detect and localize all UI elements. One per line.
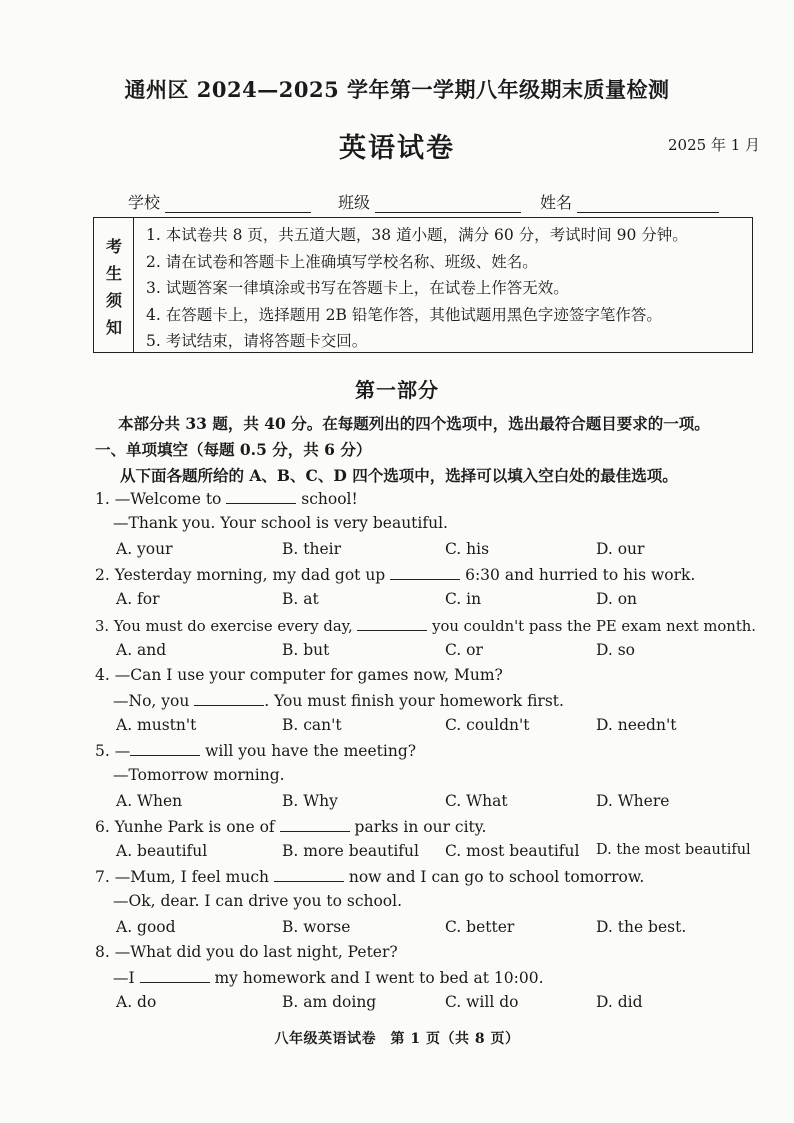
option-c[interactable]: C. couldn't — [445, 716, 530, 734]
option-c[interactable]: C. most beautiful — [445, 842, 580, 860]
option-c[interactable]: C. What — [445, 792, 508, 810]
question-stem: —Tomorrow morning. — [113, 766, 285, 784]
notice-side-char: 考 — [105, 237, 122, 256]
question-stem: 5. — will you have the meeting? — [95, 742, 417, 760]
option-c[interactable]: C. better — [445, 918, 515, 936]
school-field — [128, 190, 311, 213]
answer-blank — [280, 817, 350, 832]
question-stem: 1. —Welcome to school! — [95, 490, 358, 508]
name-label: 姓名 — [540, 193, 573, 212]
question-stem: 7. —Mum, I feel much now and I can go to school tomorrow. — [95, 868, 645, 886]
option-b[interactable]: B. can't — [282, 716, 342, 734]
question-stem: 6. Yunhe Park is one of parks in our city. — [95, 818, 487, 836]
part-title: 第一部分 — [355, 378, 439, 402]
page-footer: 八年级英语试卷 第 1 页（共 8 页） — [274, 1031, 520, 1047]
answer-blank — [226, 489, 296, 504]
option-d[interactable]: D. the most beautiful — [596, 842, 751, 858]
section-instruction: 从下面各题所给的 A、B、C、D 四个选项中，选择可以填入空白处的最佳选项。 — [120, 466, 678, 485]
option-d[interactable]: D. on — [596, 590, 638, 608]
option-d[interactable]: D. did — [596, 993, 643, 1011]
school-input-line[interactable] — [165, 194, 311, 213]
question-stem: —Thank you. Your school is very beautiful. — [113, 514, 448, 532]
answer-blank — [274, 867, 344, 882]
exam-date: 2025 年 1 月 — [668, 136, 761, 154]
answer-blank — [390, 565, 460, 580]
option-a[interactable]: A. good — [116, 918, 176, 936]
question-stem: 8. —What did you do last night, Peter? — [95, 943, 398, 961]
option-d[interactable]: D. Where — [596, 792, 670, 810]
notice-item: 3. 试题答案一律填涂或书写在答题卡上，在试卷上作答无效。 — [146, 279, 569, 297]
answer-blank — [140, 968, 210, 983]
exam-title: 通州区 2024—2025 学年第一学期八年级期末质量检测 — [124, 77, 670, 102]
answer-blank — [130, 741, 200, 756]
notice-item: 1. 本试卷共 8 页，共五道大题，38 道小题，满分 60 分，考试时间 90 分钟。 — [146, 226, 688, 244]
question-stem: 4. —Can I use your computer for games now, Mum? — [95, 666, 503, 684]
option-b[interactable]: B. worse — [282, 918, 351, 936]
option-b[interactable]: B. their — [282, 540, 341, 558]
exam-subtitle: 英语试卷 — [339, 133, 455, 164]
option-b[interactable]: B. more beautiful — [282, 842, 419, 860]
option-d[interactable]: D. our — [596, 540, 645, 558]
question-stem: —I my homework and I went to bed at 10:00. — [113, 969, 544, 987]
question-stem: —No, you . You must finish your homework first. — [113, 692, 564, 710]
question-stem: 2. Yesterday morning, my dad got up 6:30 and hurried to his work. — [95, 566, 696, 584]
notice-item: 5. 考试结束，请将答题卡交回。 — [146, 332, 368, 350]
notice-item: 2. 请在试卷和答题卡上准确填写学校名称、班级、姓名。 — [146, 252, 538, 271]
option-a[interactable]: A. mustn't — [116, 716, 197, 734]
question-stem: —Ok, dear. I can drive you to school. — [113, 892, 403, 910]
option-b[interactable]: B. but — [282, 641, 330, 659]
option-d[interactable]: D. needn't — [596, 716, 677, 734]
exam-notice-box — [93, 217, 753, 353]
option-d[interactable]: D. so — [596, 641, 636, 659]
part-intro: 本部分共 33 题，共 40 分。在每题列出的四个选项中，选出最符合题目要求的一项。 — [118, 414, 710, 433]
answer-blank — [357, 616, 427, 631]
option-d[interactable]: D. the best. — [596, 918, 687, 936]
option-a[interactable]: A. When — [116, 792, 183, 810]
notice-side-char: 知 — [105, 318, 122, 337]
option-c[interactable]: C. in — [445, 590, 482, 608]
section-heading: 一、单项填空（每题 0.5 分，共 6 分） — [95, 440, 372, 459]
class-field — [338, 190, 521, 213]
class-label: 班级 — [338, 193, 371, 212]
option-a[interactable]: A. do — [116, 993, 157, 1011]
option-c[interactable]: C. his — [445, 540, 490, 558]
question-stem: 3. You must do exercise every day, you couldn't pass the PE exam next month. — [95, 618, 757, 635]
option-c[interactable]: C. will do — [445, 993, 519, 1011]
name-field — [540, 190, 719, 213]
notice-side-label — [94, 218, 134, 352]
option-a[interactable]: A. for — [116, 590, 160, 608]
class-input-line[interactable] — [375, 194, 521, 213]
name-input-line[interactable] — [577, 194, 719, 213]
option-b[interactable]: B. Why — [282, 792, 338, 810]
notice-side-char: 生 — [105, 264, 122, 283]
option-a[interactable]: A. your — [116, 540, 173, 558]
notice-side-char: 须 — [105, 291, 122, 310]
option-b[interactable]: B. am doing — [282, 993, 377, 1011]
school-label: 学校 — [128, 193, 161, 212]
answer-blank — [194, 691, 264, 706]
option-c[interactable]: C. or — [445, 641, 483, 659]
notice-item: 4. 在答题卡上，选择题用 2B 铅笔作答，其他试题用黑色字迹签字笔作答。 — [146, 305, 662, 324]
option-a[interactable]: A. and — [116, 641, 167, 659]
notice-list — [146, 222, 688, 355]
option-b[interactable]: B. at — [282, 590, 319, 608]
option-a[interactable]: A. beautiful — [116, 842, 208, 860]
